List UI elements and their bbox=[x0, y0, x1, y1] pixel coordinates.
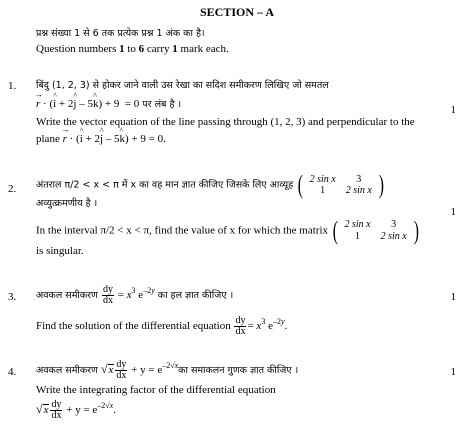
q1-english-line2: plane → r · (^ i + 2^ j – 5^ k) + 9 = 0. bbox=[36, 133, 462, 147]
question-2 bbox=[36, 172, 462, 259]
question-number: 2. bbox=[8, 183, 17, 195]
question-mark: 1 bbox=[450, 366, 456, 378]
question-mark: 1 bbox=[450, 291, 456, 303]
q4-english-line1: Write the integrating factor of the differential equation bbox=[36, 384, 276, 396]
q2-matrix-hindi: ( 2 sin x 3 1 2 sin x ) bbox=[297, 170, 384, 199]
q1-hindi-line1: बिंदु (1, 2, 3) से होकर जाने वाली उस रेखा का सदिश समीकरण लिखिए जो समतल bbox=[36, 80, 329, 91]
question-number: 3. bbox=[8, 291, 17, 303]
q2-hindi-line2: अव्युत्क्रमणीय है । bbox=[36, 198, 98, 209]
q2-english-line1: In the interval π/2 < x < π, find the value of x for which the matrix ( 2 sin x 3 1 2 sin x ) bbox=[36, 215, 419, 245]
q2-matrix-english: ( 2 sin x 3 1 2 sin x ) bbox=[332, 215, 419, 245]
q3-de: $\frac{dy}{dx}$ = $x^3$ $e^{-2y}$ bbox=[102, 284, 155, 306]
question-number: 1. bbox=[8, 80, 17, 92]
intro-english: Question numbers 1 to 6 carry 1 mark each. bbox=[36, 42, 229, 55]
q1-hindi-line2: → r · (^ i + 2^ j – 5^ k) + 9 = 0 पर लंब है । bbox=[36, 98, 462, 112]
question-mark: 1 bbox=[450, 104, 456, 116]
question-4 bbox=[36, 360, 462, 421]
intro-block bbox=[36, 28, 462, 57]
section-title: SECTION – A bbox=[199, 5, 275, 19]
q4-hindi-line: अवकल समीकरण √ x $\frac{dy}{dx}$ + $y = e^{-2√x}का$ समाकलन गुणक ज्ञात कीजिए । bbox=[36, 359, 299, 381]
question-3 bbox=[36, 285, 462, 337]
question-number: 4. bbox=[8, 366, 17, 378]
q1-plane-equation: → r · (^ i + 2^ j – 5^ k) + 9 = 0 bbox=[36, 98, 139, 110]
q2-english-line2: is singular. bbox=[36, 244, 84, 257]
q3-hindi-line: अवकल समीकरण $\frac{dy}{dx}$ = $x^3$ $e^{-2y}$ का हल ज्ञात कीजिए । bbox=[36, 284, 234, 306]
q2-hindi-line1: अंतराल π/2 < x < π में x का वह मान ज्ञात कीजिए जिसके लिए आव्यूह ( 2 sin x 3 1 2 sin x ) bbox=[36, 170, 384, 199]
question-1 bbox=[36, 80, 462, 147]
q4-de: √ x $\frac{dy}{dx}$ + $y = e^{-2√x}$ bbox=[100, 359, 179, 381]
q4-english-line2: √ x $\frac{dy}{dx}$ + $y = e^{-2√x}$. bbox=[36, 398, 116, 421]
q1-english-line1: Write the vector equation of the line passing through (1, 2, 3) and perpendicular to the bbox=[36, 115, 415, 128]
q3-english-line: Find the solution of the differential equation $\frac{dy}{dx}$ = $x^3$ $e^{-2y}$. bbox=[36, 315, 288, 337]
intro-hindi: प्रश्न संख्या 1 से 6 तक प्रत्येक प्रश्न 1 अंक का है। bbox=[36, 28, 205, 39]
question-mark: 1 bbox=[450, 206, 456, 218]
